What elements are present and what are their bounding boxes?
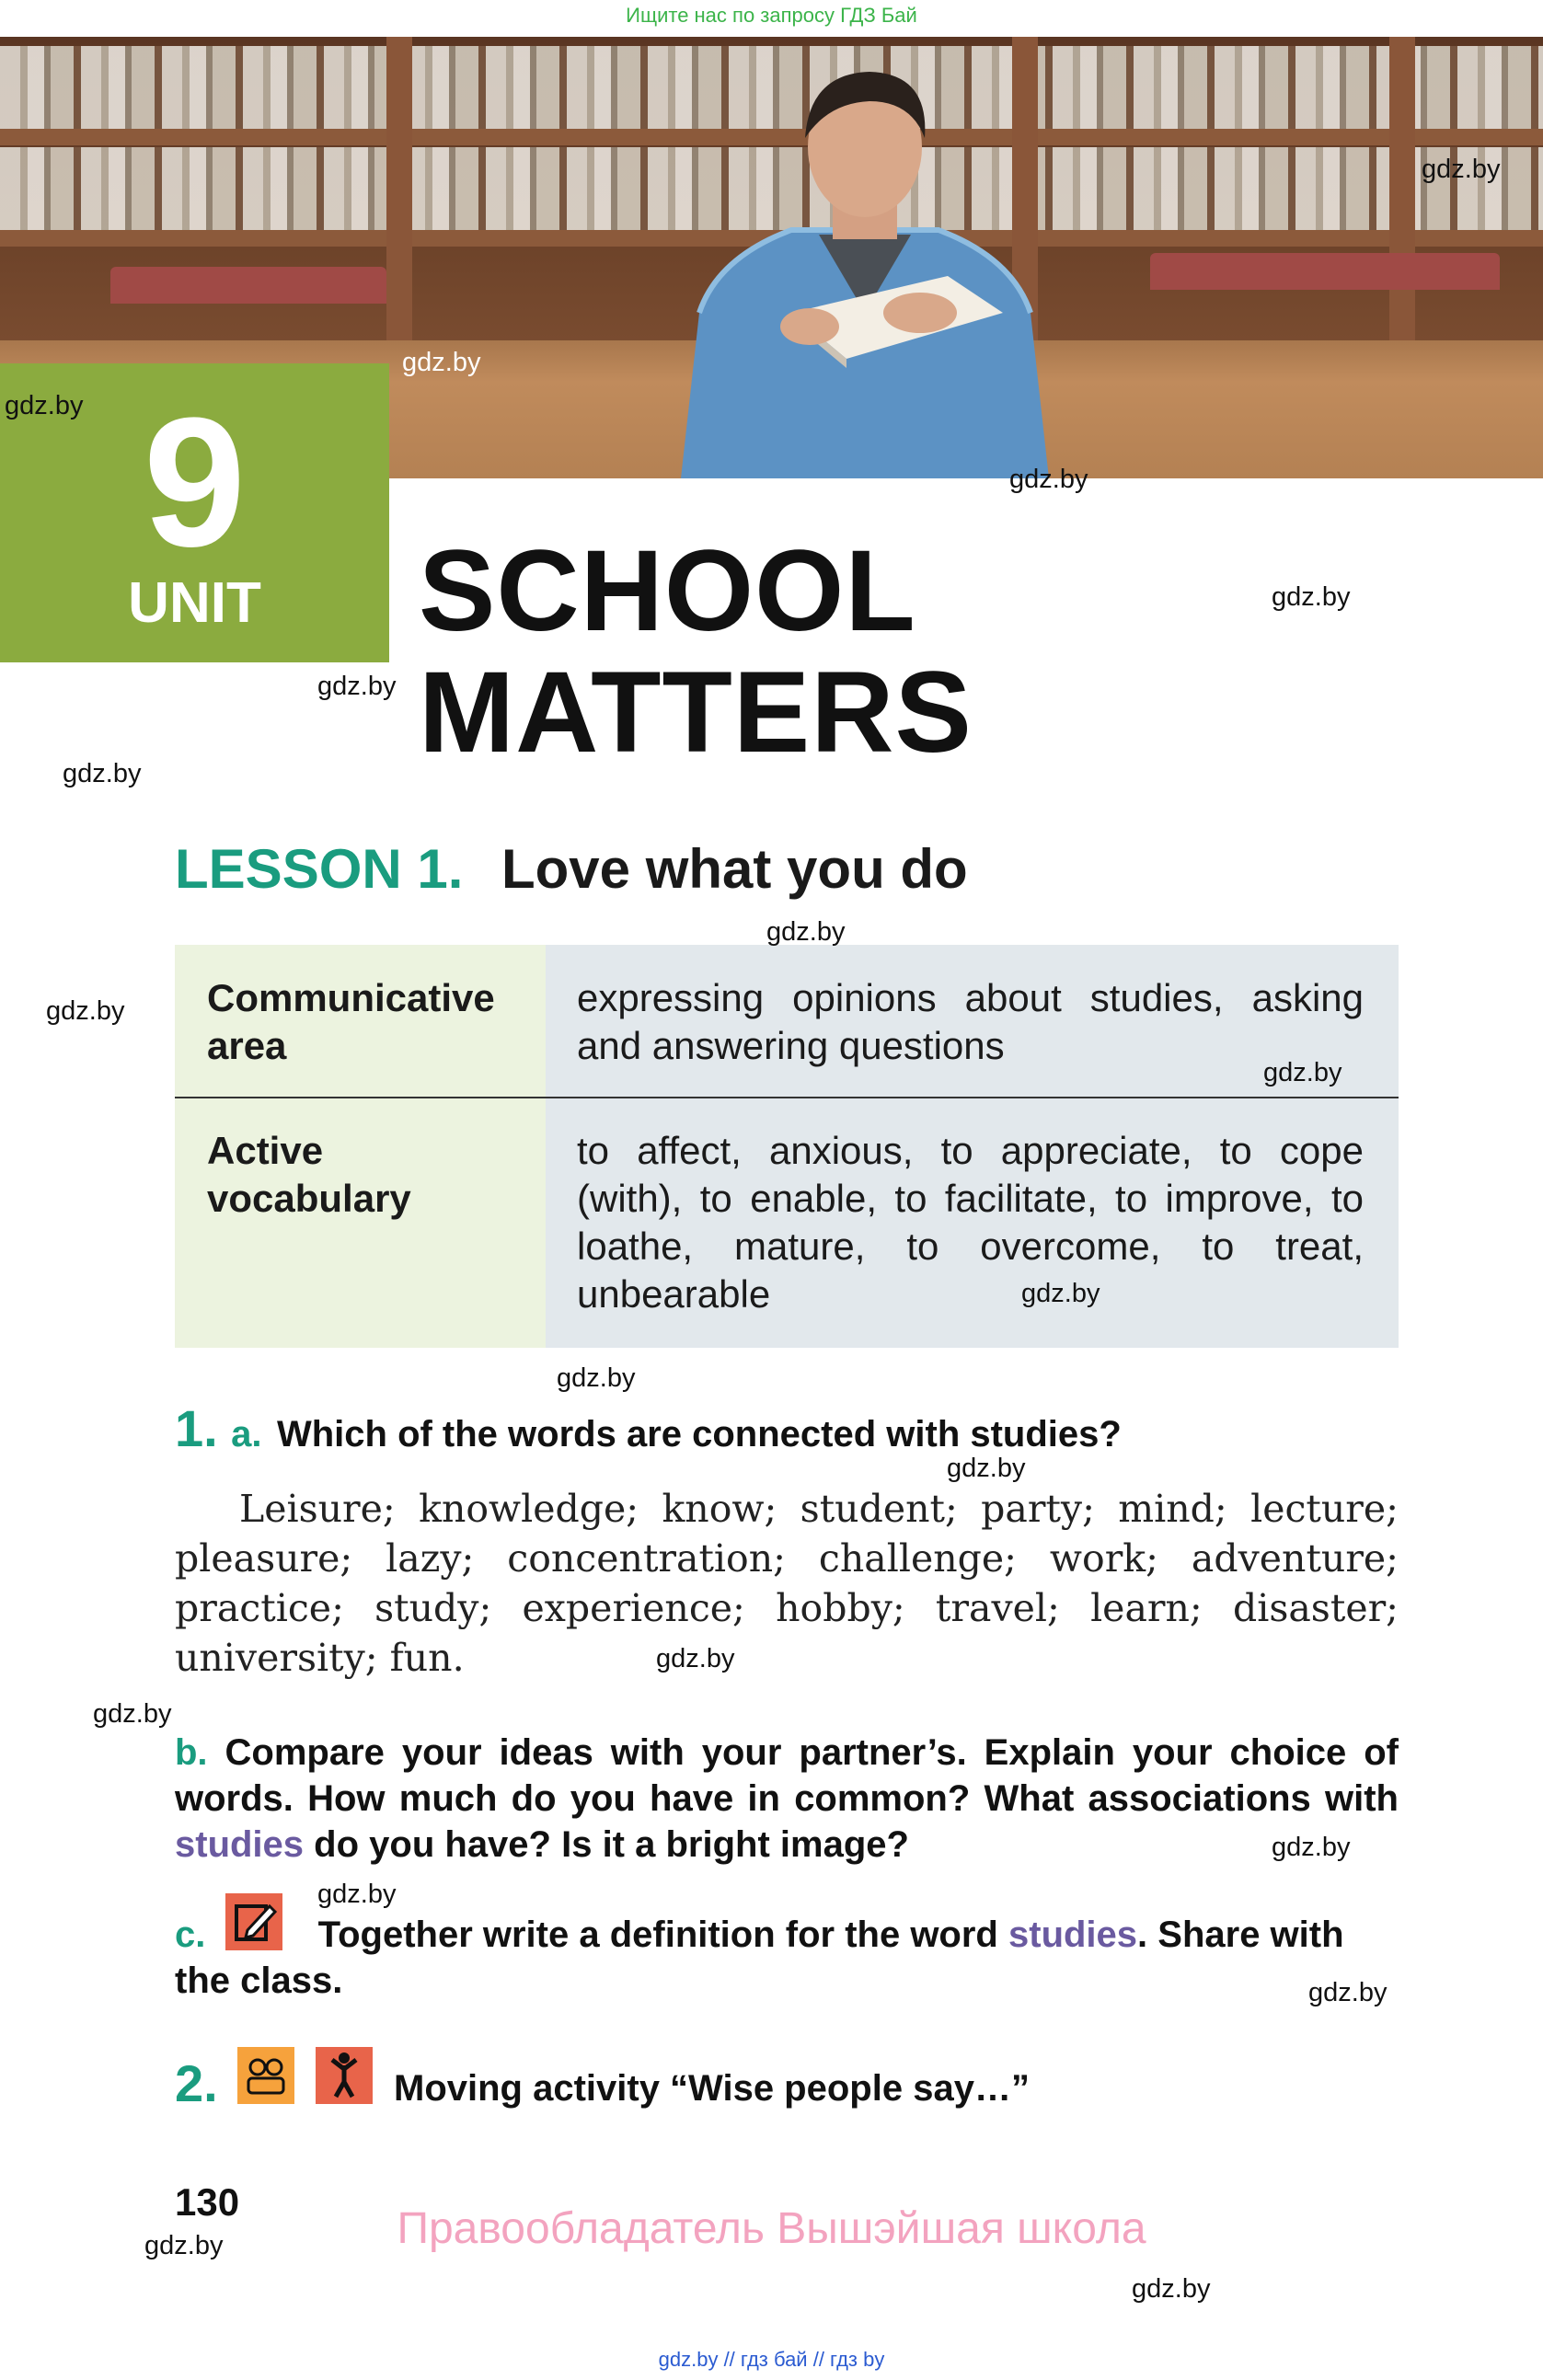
moving-activity-icon bbox=[316, 2047, 373, 2104]
exercise-1b bbox=[175, 1730, 1399, 1868]
lesson-overview-table bbox=[175, 945, 1399, 1348]
exercise-number: 1. bbox=[175, 1399, 218, 1457]
watermark: gdz.by bbox=[1272, 1833, 1351, 1862]
watermark: gdz.by bbox=[1263, 1058, 1342, 1087]
exercise-number: 2. bbox=[175, 2054, 218, 2112]
exercise-instruction: . Share with the class. bbox=[175, 1914, 1344, 2001]
watermark: gdz.by bbox=[1308, 1978, 1388, 2007]
exercise-instruction: Compare your ideas with your partner’s. Explain your choice of words. How much do you have in common? What associations with bbox=[175, 1732, 1399, 1819]
exercise-instruction: Which of the words are connected with studies? bbox=[276, 1414, 1122, 1454]
table-row-text: to affect, anxious, to appreciate, to cope (with), to enable, to facilitate, to improve, to loathe, mature, to overcome, to treat, unbearable bbox=[577, 1129, 1364, 1316]
watermark: gdz.by bbox=[93, 1699, 172, 1729]
exercise-instruction: Moving activity “Wise people say…” bbox=[394, 2068, 1030, 2109]
exercise-instruction: Together write a definition for the word bbox=[317, 1914, 998, 1955]
watermark: gdz.by bbox=[63, 759, 142, 788]
watermark: gdz.by bbox=[656, 1644, 735, 1673]
page-number: 130 bbox=[175, 2180, 240, 2224]
watermark: gdz.by bbox=[46, 996, 125, 1026]
watermark: gdz.by bbox=[1021, 1279, 1100, 1308]
highlight-word: studies bbox=[1008, 1914, 1138, 1955]
exercise-letter: a. bbox=[231, 1414, 262, 1454]
exercise-1-header bbox=[175, 1398, 1122, 1458]
lesson-title: Love what you do bbox=[501, 838, 968, 900]
lesson-label: LESSON 1. bbox=[175, 838, 464, 900]
copyright-holder: Правообладатель Вышэйшая школа bbox=[397, 2204, 1146, 2253]
watermark: gdz.by bbox=[557, 1363, 636, 1393]
watermark: gdz.by bbox=[317, 672, 397, 701]
exercise-1c bbox=[175, 1912, 1399, 2004]
watermark: gdz.by bbox=[5, 391, 84, 420]
exercise-letter: b. bbox=[175, 1732, 208, 1773]
exercise-letter: c. bbox=[175, 1914, 206, 1955]
unit-number: 9 bbox=[143, 380, 247, 585]
table-row-head: Communicative area bbox=[207, 976, 495, 1067]
search-hint-link[interactable]: Ищите нас по запросу ГДЗ Бай bbox=[626, 4, 917, 27]
watermark: gdz.by bbox=[1132, 2274, 1211, 2304]
highlight-word: studies bbox=[175, 1824, 305, 1865]
watermark: gdz.by bbox=[402, 348, 481, 377]
watermark: gdz.by bbox=[317, 1880, 397, 1909]
watermark: gdz.by bbox=[1009, 465, 1088, 494]
watermark: gdz.by bbox=[947, 1454, 1026, 1483]
group-work-icon bbox=[237, 2047, 294, 2104]
watermark: gdz.by bbox=[766, 917, 846, 947]
unit-title-line1: SCHOOL bbox=[419, 527, 916, 655]
footer-links[interactable]: gdz.by // гдз бай // гдз by bbox=[658, 2348, 885, 2371]
unit-label: UNIT bbox=[128, 571, 261, 635]
unit-title-line2: MATTERS bbox=[419, 649, 973, 776]
watermark: gdz.by bbox=[1422, 155, 1501, 184]
student-reading-image bbox=[644, 37, 1086, 478]
word-list: Leisure; knowledge; know; student; party; mind; lecture; pleasure; lazy; concentration; challenge; work; adventure; practice; study; experience; hobby; travel; learn; disaster; university; fun. bbox=[175, 1487, 1399, 1680]
table-row-head: Active vocabulary bbox=[207, 1129, 411, 1220]
watermark: gdz.by bbox=[1272, 582, 1351, 612]
table-row-text: expressing opinions about studies, asking and answering questions bbox=[577, 976, 1364, 1067]
watermark: gdz.by bbox=[144, 2231, 224, 2260]
exercise-instruction: do you have? Is it a bright image? bbox=[314, 1824, 909, 1865]
